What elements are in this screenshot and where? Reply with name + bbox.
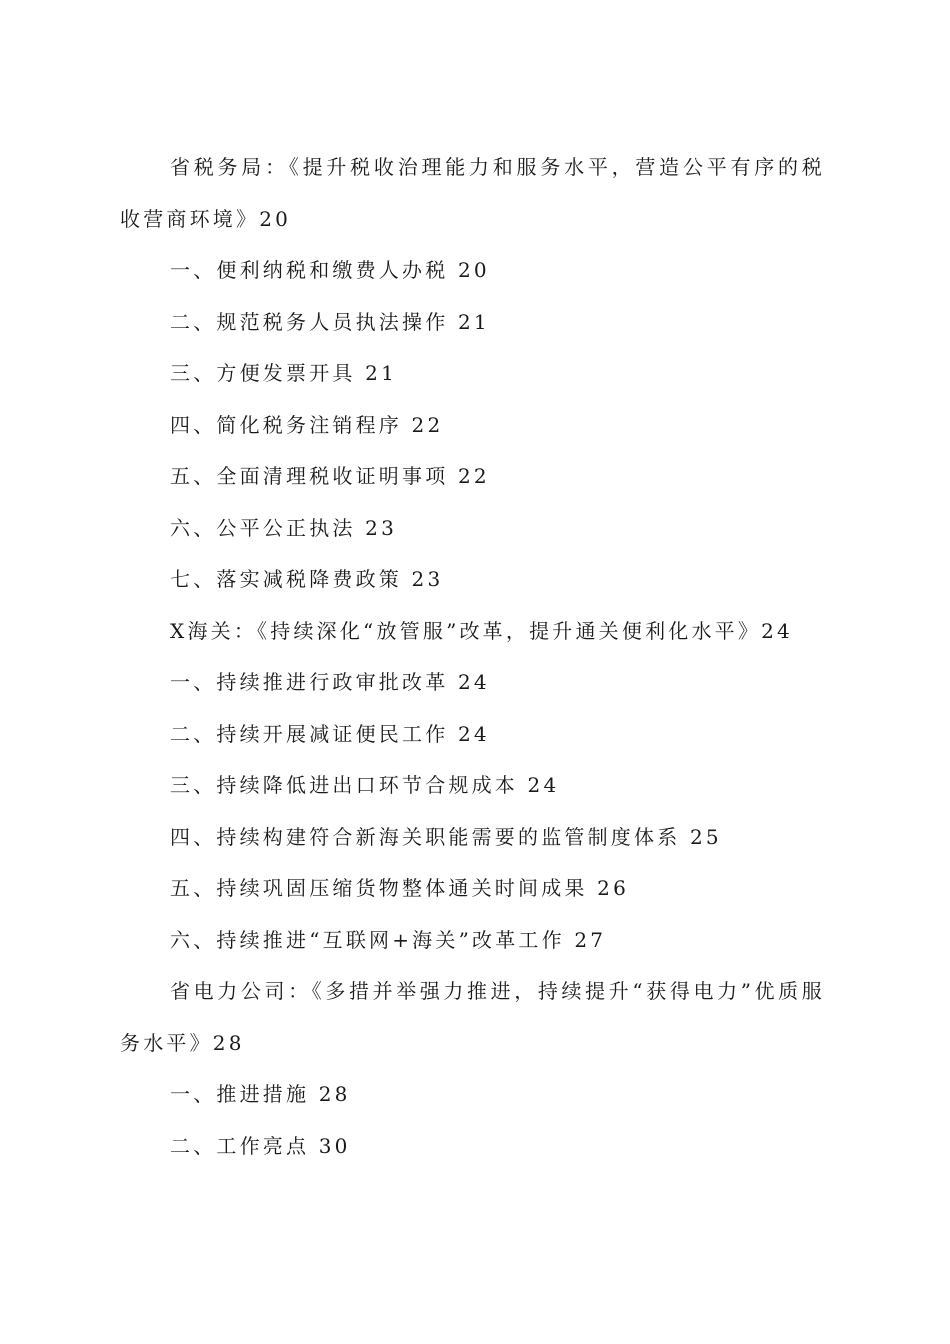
toc-entry: 三、方便发票开具 21: [170, 361, 398, 385]
toc-entry: 二、规范税务人员执法操作 21: [170, 309, 490, 334]
toc-entry: 六、公平公正执法 23: [170, 515, 398, 540]
toc-entry: 四、简化税务注销程序 22: [170, 412, 444, 437]
toc-entry: 四、持续构建符合新海关职能需要的监管制度体系 25: [170, 824, 722, 849]
toc-entry: 一、持续推进行政审批改革 24: [170, 670, 490, 694]
toc-entry: 六、持续推进“互联网+海关”改革工作 27: [170, 927, 607, 952]
toc-entry-customs: X海关：《持续深化“放管服”改革，提升通关便利化水平》24: [170, 618, 793, 643]
toc-entry-power-company: 省电力公司：《多措并举强力推进，持续提升“获得电力”优质服务水平》28: [120, 979, 825, 1055]
toc-entry: 二、工作亮点 30: [170, 1133, 351, 1158]
toc-entry: 五、全面清理税收证明事项 22: [170, 464, 490, 488]
toc-entry: 五、持续巩固压缩货物整体通关时间成果 26: [170, 876, 630, 900]
table-of-contents: [120, 142, 825, 1172]
toc-entry: 七、落实减税降费政策 23: [170, 567, 444, 591]
toc-entry-tax-bureau: 省税务局：《提升税收治理能力和服务水平，营造公平有序的税收营商环境》20: [120, 155, 825, 231]
toc-entry: 一、便利纳税和缴费人办税 20: [170, 258, 490, 282]
toc-entry: 二、持续开展减证便民工作 24: [170, 721, 490, 746]
toc-entry: 一、推进措施 28: [170, 1082, 351, 1106]
toc-entry: 三、持续降低进出口环节合规成本 24: [170, 773, 560, 797]
